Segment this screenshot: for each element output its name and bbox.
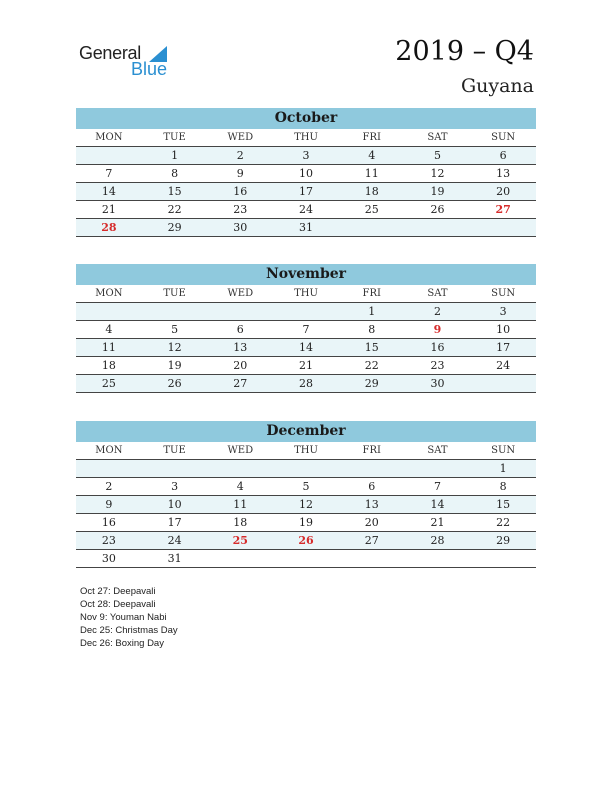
day-cell: 12 (430, 167, 445, 180)
week-row (76, 339, 536, 357)
day-cell: 17 (299, 185, 314, 198)
day-cell: 13 (364, 498, 379, 511)
holiday-day-cell: 26 (298, 534, 314, 547)
weekday-label: WED (227, 445, 254, 456)
day-cell: 27 (364, 534, 379, 547)
day-cell: 22 (364, 359, 379, 372)
holiday-notes (80, 585, 178, 650)
day-cell: 12 (299, 498, 314, 511)
weekday-label: FRI (362, 288, 381, 299)
day-cell: 8 (171, 167, 179, 180)
weekday-header-row (76, 285, 536, 303)
day-cell: 15 (364, 341, 379, 354)
weekday-header-row (76, 129, 536, 147)
weekday-label: SUN (491, 288, 516, 299)
day-cell (470, 550, 536, 567)
day-cell: 6 (236, 323, 244, 336)
weekday-label: SAT (427, 132, 448, 143)
day-cell (470, 219, 536, 236)
day-cell (339, 219, 405, 236)
day-cell: 8 (368, 323, 376, 336)
week-row (76, 321, 536, 339)
day-cell: 4 (368, 149, 376, 162)
month-title: December (76, 421, 536, 442)
day-cell: 7 (105, 167, 113, 180)
weekday-label: THU (294, 132, 318, 143)
day-cell: 20 (364, 516, 379, 529)
day-cell: 10 (167, 498, 182, 511)
day-cell (142, 303, 208, 320)
day-cell: 17 (167, 516, 182, 529)
day-cell: 29 (364, 377, 379, 390)
holiday-note: Nov 9: Youman Nabi (80, 612, 167, 623)
day-cell: 23 (430, 359, 445, 372)
weekday-label: MON (95, 288, 123, 299)
day-cell: 31 (167, 552, 182, 565)
weekday-label: WED (227, 288, 254, 299)
day-cell: 30 (101, 552, 116, 565)
day-cell (405, 460, 471, 477)
holiday-note: Oct 27: Deepavali (80, 586, 156, 597)
day-cell: 15 (167, 185, 182, 198)
holiday-day-cell: 9 (433, 323, 442, 336)
week-row (76, 496, 536, 514)
day-cell: 1 (171, 149, 179, 162)
weekday-label: THU (294, 288, 318, 299)
day-cell: 10 (496, 323, 511, 336)
day-cell: 30 (233, 221, 248, 234)
weekday-label: SAT (427, 288, 448, 299)
week-row (76, 183, 536, 201)
day-cell: 11 (233, 498, 248, 511)
weekday-label: FRI (362, 132, 381, 143)
week-row (76, 514, 536, 532)
week-row (76, 550, 536, 568)
week-row (76, 357, 536, 375)
day-cell: 29 (167, 221, 182, 234)
day-cell: 16 (430, 341, 445, 354)
brand-logo (79, 42, 179, 82)
day-cell: 21 (430, 516, 445, 529)
day-cell: 19 (299, 516, 314, 529)
day-cell: 28 (299, 377, 314, 390)
country-name: Guyana (460, 75, 534, 97)
day-cell: 1 (368, 305, 376, 318)
day-cell (273, 550, 339, 567)
day-cell: 8 (499, 480, 507, 493)
day-cell: 15 (496, 498, 511, 511)
day-cell: 16 (101, 516, 116, 529)
day-cell: 5 (171, 323, 179, 336)
logo-text-general: General (79, 43, 141, 63)
day-cell: 11 (101, 341, 116, 354)
week-row (76, 303, 536, 321)
weekday-header-row (76, 442, 536, 460)
day-cell: 19 (430, 185, 445, 198)
day-cell: 5 (433, 149, 441, 162)
month-october (76, 108, 536, 237)
day-cell (207, 550, 273, 567)
day-cell: 2 (105, 480, 113, 493)
day-cell: 21 (101, 203, 116, 216)
day-cell (470, 375, 536, 392)
day-cell: 3 (499, 305, 507, 318)
weekday-label: MON (95, 132, 123, 143)
day-cell: 1 (499, 462, 507, 475)
week-row (76, 219, 536, 237)
day-cell: 20 (496, 185, 511, 198)
logo-text-blue: Blue (131, 59, 168, 79)
day-cell: 14 (430, 498, 445, 511)
day-cell: 3 (302, 149, 310, 162)
holiday-day-cell: 25 (232, 534, 248, 547)
day-cell: 18 (364, 185, 379, 198)
day-cell: 18 (101, 359, 116, 372)
day-cell: 9 (236, 167, 244, 180)
day-cell: 11 (364, 167, 379, 180)
day-cell: 22 (167, 203, 182, 216)
week-row (76, 201, 536, 219)
day-cell: 23 (101, 534, 116, 547)
weekday-label: MON (95, 445, 123, 456)
day-cell: 26 (430, 203, 445, 216)
day-cell: 3 (171, 480, 179, 493)
day-cell: 24 (496, 359, 511, 372)
weekday-label: TUE (163, 132, 186, 143)
holiday-day-cell: 27 (495, 203, 511, 216)
day-cell: 13 (496, 167, 511, 180)
day-cell: 17 (496, 341, 511, 354)
week-row (76, 375, 536, 393)
day-cell: 23 (233, 203, 248, 216)
day-cell: 28 (430, 534, 445, 547)
day-cell: 14 (101, 185, 116, 198)
day-cell (405, 550, 471, 567)
day-cell: 30 (430, 377, 445, 390)
day-cell: 13 (233, 341, 248, 354)
day-cell: 31 (299, 221, 314, 234)
holiday-note: Oct 28: Deepavali (80, 599, 156, 610)
day-cell: 26 (167, 377, 182, 390)
holiday-day-cell: 28 (101, 221, 117, 234)
day-cell: 14 (299, 341, 314, 354)
day-cell (76, 460, 142, 477)
week-row (76, 532, 536, 550)
day-cell: 21 (299, 359, 314, 372)
day-cell: 20 (233, 359, 248, 372)
weekday-label: SUN (491, 132, 516, 143)
month-title: November (76, 264, 536, 285)
page-title: 2019 – Q4 (395, 36, 534, 67)
day-cell: 25 (101, 377, 116, 390)
week-row (76, 147, 536, 165)
month-november (76, 264, 536, 393)
day-cell: 10 (299, 167, 314, 180)
day-cell: 25 (364, 203, 379, 216)
day-cell: 22 (496, 516, 511, 529)
day-cell: 29 (496, 534, 511, 547)
day-cell (207, 303, 273, 320)
day-cell: 19 (167, 359, 182, 372)
day-cell: 2 (433, 305, 441, 318)
day-cell (273, 460, 339, 477)
week-row (76, 460, 536, 478)
week-row (76, 165, 536, 183)
day-cell (142, 460, 208, 477)
day-cell: 27 (233, 377, 248, 390)
weekday-label: SAT (427, 445, 448, 456)
week-row (76, 478, 536, 496)
weekday-label: TUE (163, 445, 186, 456)
day-cell (76, 147, 142, 164)
weekday-label: SUN (491, 445, 516, 456)
day-cell: 16 (233, 185, 248, 198)
day-cell: 5 (302, 480, 310, 493)
day-cell: 12 (167, 341, 182, 354)
holiday-note: Dec 26: Boxing Day (80, 638, 164, 649)
day-cell (76, 303, 142, 320)
day-cell: 6 (368, 480, 376, 493)
month-title: October (76, 108, 536, 129)
day-cell (405, 219, 471, 236)
day-cell (273, 303, 339, 320)
weekday-label: TUE (163, 288, 186, 299)
weekday-label: THU (294, 445, 318, 456)
weekday-label: WED (227, 132, 254, 143)
day-cell (339, 550, 405, 567)
day-cell: 4 (236, 480, 244, 493)
weekday-label: FRI (362, 445, 381, 456)
day-cell: 9 (105, 498, 113, 511)
month-december (76, 421, 536, 568)
day-cell: 18 (233, 516, 248, 529)
day-cell (339, 460, 405, 477)
day-cell: 7 (302, 323, 310, 336)
day-cell: 7 (433, 480, 441, 493)
day-cell (207, 460, 273, 477)
day-cell: 6 (499, 149, 507, 162)
day-cell: 24 (299, 203, 314, 216)
day-cell: 2 (236, 149, 244, 162)
day-cell: 24 (167, 534, 182, 547)
holiday-note: Dec 25: Christmas Day (80, 625, 178, 636)
day-cell: 4 (105, 323, 113, 336)
